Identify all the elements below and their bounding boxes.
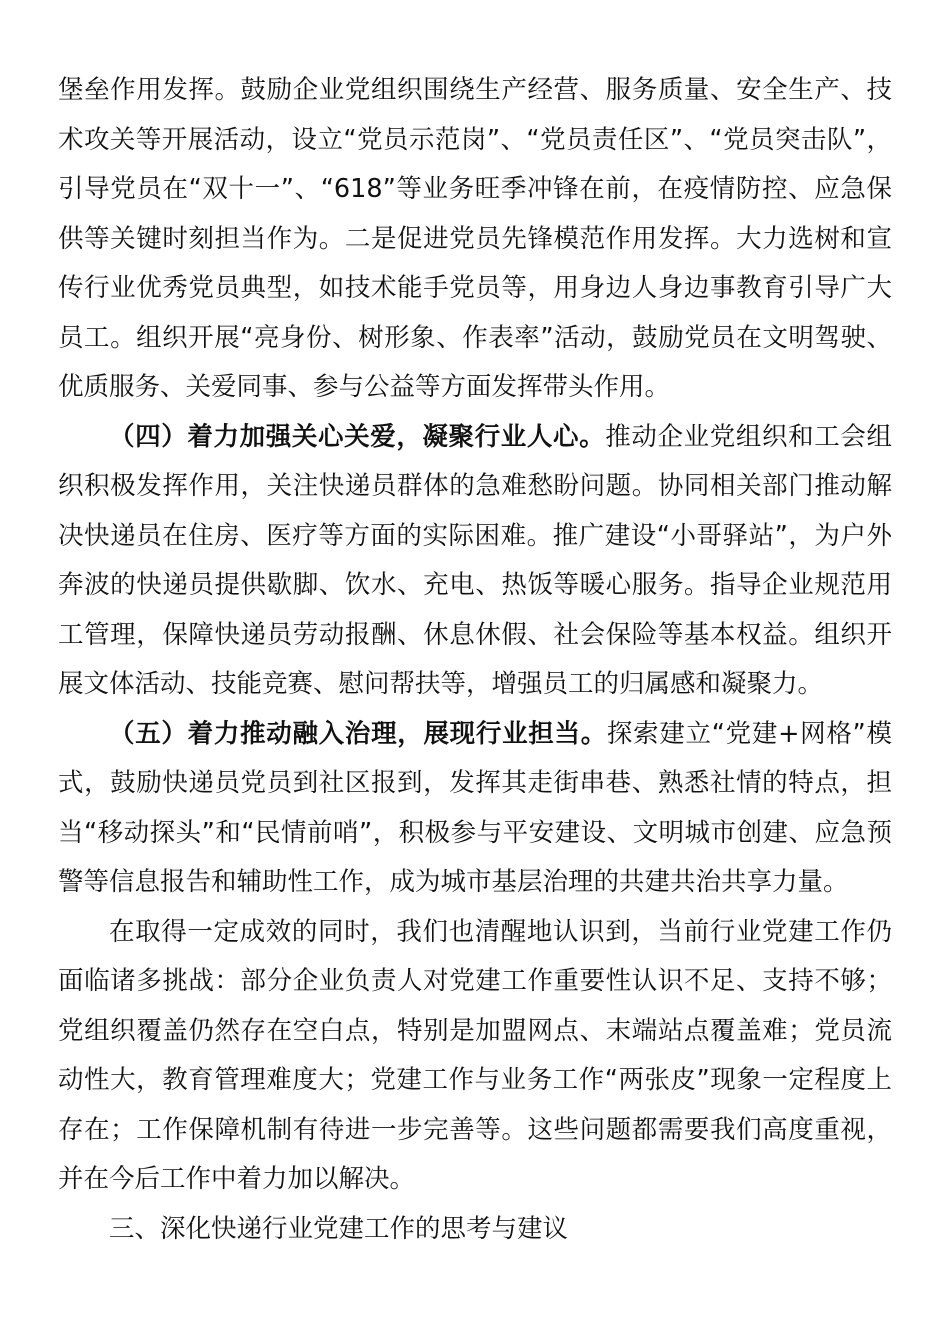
paragraph-lead-heading: （五）着力推动融入治理，展现行业担当。 — [109, 718, 607, 749]
paragraph-continued — [58, 66, 892, 413]
paragraph-lead-heading: （四）着力加强关心关爱，凝聚行业人心。 — [109, 421, 606, 452]
paragraph-text: 堡垒作用发挥。鼓励企业党组织围绕生产经营、服务质量、安全生产、技术攻关等开展活动，设立“党员示范岗”、“党员责任区”、“党员突击队”，引导党员在“双十一”、“618”等业务旺季冲锋在前，在疫情防控、应急保供等关键时刻担当作为。二是促进党员先锋模范作用发挥。大力选树和宣传行业优秀党员典型，如技术能手党员等，用身边人身边事教育引导广大员工。组织开展“亮身份、树形象、作表率”活动，鼓励党员在文明驾驶、优质服务、关爱同事、参与公益等方面发挥带头作用。 — [58, 75, 892, 402]
paragraph-text: 推动企业党组织和工会组织积极发挥作用，关注快递员群体的急难愁盼问题。协同相关部门推动解决快递员在住房、医疗等方面的实际困难。推广建设“小哥驿站”，为户外奔波的快递员提供歇脚、饮水、充电、热饭等暖心服务。指导企业规范用工管理，保障快递员劳动报酬、休息休假、社会保险等基本权益。组织开展文体活动、技能竞赛、慰问帮扶等，增强员工的归属感和凝聚力。 — [58, 421, 892, 699]
paragraph-four — [58, 413, 892, 710]
paragraph-text: 探索建立“党建+网格”模式，鼓励快递员党员到社区报到，发挥其走街串巷、熟悉社情的特点，担当“移动探头”和“民情前哨”，积极参与平安建设、文明城市创建、应急预警等信息报告和辅助性工作，成为城市基层治理的共建共治共享力量。 — [58, 718, 892, 897]
paragraph-challenges — [58, 908, 892, 1205]
document-body — [58, 66, 892, 1254]
paragraph-five — [58, 710, 892, 908]
paragraph-text: 在取得一定成效的同时，我们也清醒地认识到，当前行业党建工作仍面临诸多挑战：部分企业负责人对党建工作重要性认识不足、支持不够；党组织覆盖仍然存在空白点，特别是加盟网点、末端站点覆盖难；党员流动性大，教育管理难度大；党建工作与业务工作“两张皮”现象一定程度上存在；工作保障机制有待进一步完善等。这些问题都需要我们高度重视，并在今后工作中着力加以解决。 — [58, 916, 892, 1194]
section-heading: 三、深化快递行业党建工作的思考与建议 — [109, 1213, 569, 1244]
